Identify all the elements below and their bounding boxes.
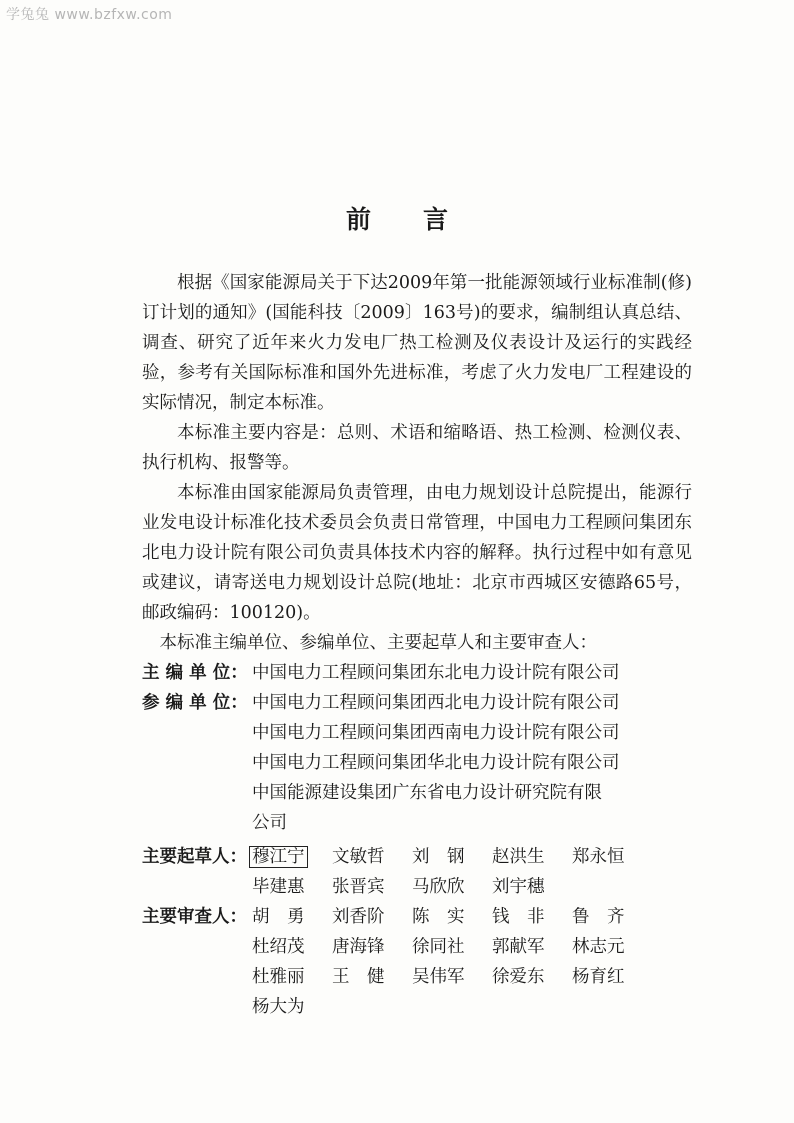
reviewer-name: 陈 实: [412, 907, 465, 927]
chief-unit-label: 主 编 单 位：: [142, 663, 248, 683]
drafters-names: [252, 842, 692, 902]
page-title: [0, 200, 794, 236]
drafter-name: 赵洪生: [492, 847, 545, 867]
participating-unit: 中国能源建设集团广东省电力设计研究院有限: [252, 783, 602, 803]
reviewer-name: 林志元: [572, 937, 625, 957]
reviewer-name: 杨大为: [252, 997, 305, 1017]
drafter-name: 郑永恒: [572, 847, 625, 867]
reviewer-name: 唐海锋: [332, 937, 385, 957]
drafter-name: 刘宇穗: [492, 877, 545, 897]
watermark: 学兔兔 www.bzfxw.com: [6, 7, 173, 23]
reviewer-name: 钱 非: [492, 907, 545, 927]
participating-units-label: 参 编 单 位：: [142, 693, 248, 713]
chief-unit-value: 中国电力工程顾问集团东北电力设计院有限公司: [252, 663, 620, 683]
intro-line: 本标准主编单位、参编单位、主要起草人和主要审查人：: [159, 633, 597, 653]
reviewer-name: 刘香阶: [332, 907, 385, 927]
participating-units-row: [142, 688, 692, 838]
reviewer-name: 吴伟军: [412, 967, 465, 987]
reviewer-name: 鲁 齐: [572, 907, 625, 927]
reviewer-name: 杜绍茂: [252, 937, 305, 957]
drafter-name: 毕建惠: [252, 877, 305, 897]
drafter-name: 马欣欣: [412, 877, 465, 897]
participating-unit: 中国电力工程顾问集团西南电力设计院有限公司: [252, 723, 620, 743]
reviewer-name: 徐同社: [412, 937, 465, 957]
participating-unit: 公司: [252, 813, 287, 833]
reviewer-name: 杨育红: [572, 967, 625, 987]
reviewer-name: 胡 勇: [252, 907, 305, 927]
drafter-name: 穆江宁: [252, 842, 332, 872]
participating-unit: 中国电力工程顾问集团华北电力设计院有限公司: [252, 753, 620, 773]
reviewer-name: 徐爱东: [492, 967, 545, 987]
paragraph-1: 根据《国家能源局关于下达2009年第一批能源领域行业标准制(修)订计划的通知》(国能科技〔2009〕163号)的要求，编制组认真总结、调查、研究了近年来火力发电厂热工检测及仪表设计及运行的实践经验，参考有关国际标准和国外先进标准，考虑了火力发电厂工程建设的实际情况，制定本标准。: [142, 273, 692, 413]
drafter-name: 文敏哲: [332, 847, 385, 867]
title-char-2: 言: [423, 205, 449, 234]
preface-body: [142, 268, 692, 1022]
reviewers-label: 主要审查人：: [142, 907, 247, 927]
drafter-name: 刘 钢: [412, 847, 465, 867]
reviewer-name: 杜雅丽: [252, 967, 305, 987]
reviewers-names: [252, 902, 692, 1022]
reviewers-row: [142, 902, 692, 1022]
chief-unit-row: [142, 658, 692, 688]
paragraph-3: 本标准由国家能源局负责管理，由电力规划设计总院提出，能源行业发电设计标准化技术委员会负责日常管理，中国电力工程顾问集团东北电力设计院有限公司负责具体技术内容的解释。执行过程中如有意见或建议，请寄送电力规划设计总院(地址：北京市西城区安德路65号，邮政编码：100120)。: [142, 483, 692, 623]
title-char-1: 前: [345, 205, 371, 234]
participating-unit: 中国电力工程顾问集团西北电力设计院有限公司: [252, 693, 620, 713]
drafters-label: 主要起草人：: [142, 847, 247, 867]
paragraph-2: 本标准主要内容是：总则、术语和缩略语、热工检测、检测仪表、执行机构、报警等。: [142, 423, 692, 473]
reviewer-name: 郭献军: [492, 937, 545, 957]
reviewer-name: 王 健: [332, 967, 385, 987]
drafters-row: [142, 842, 692, 902]
drafter-name: 张晋宾: [332, 877, 385, 897]
